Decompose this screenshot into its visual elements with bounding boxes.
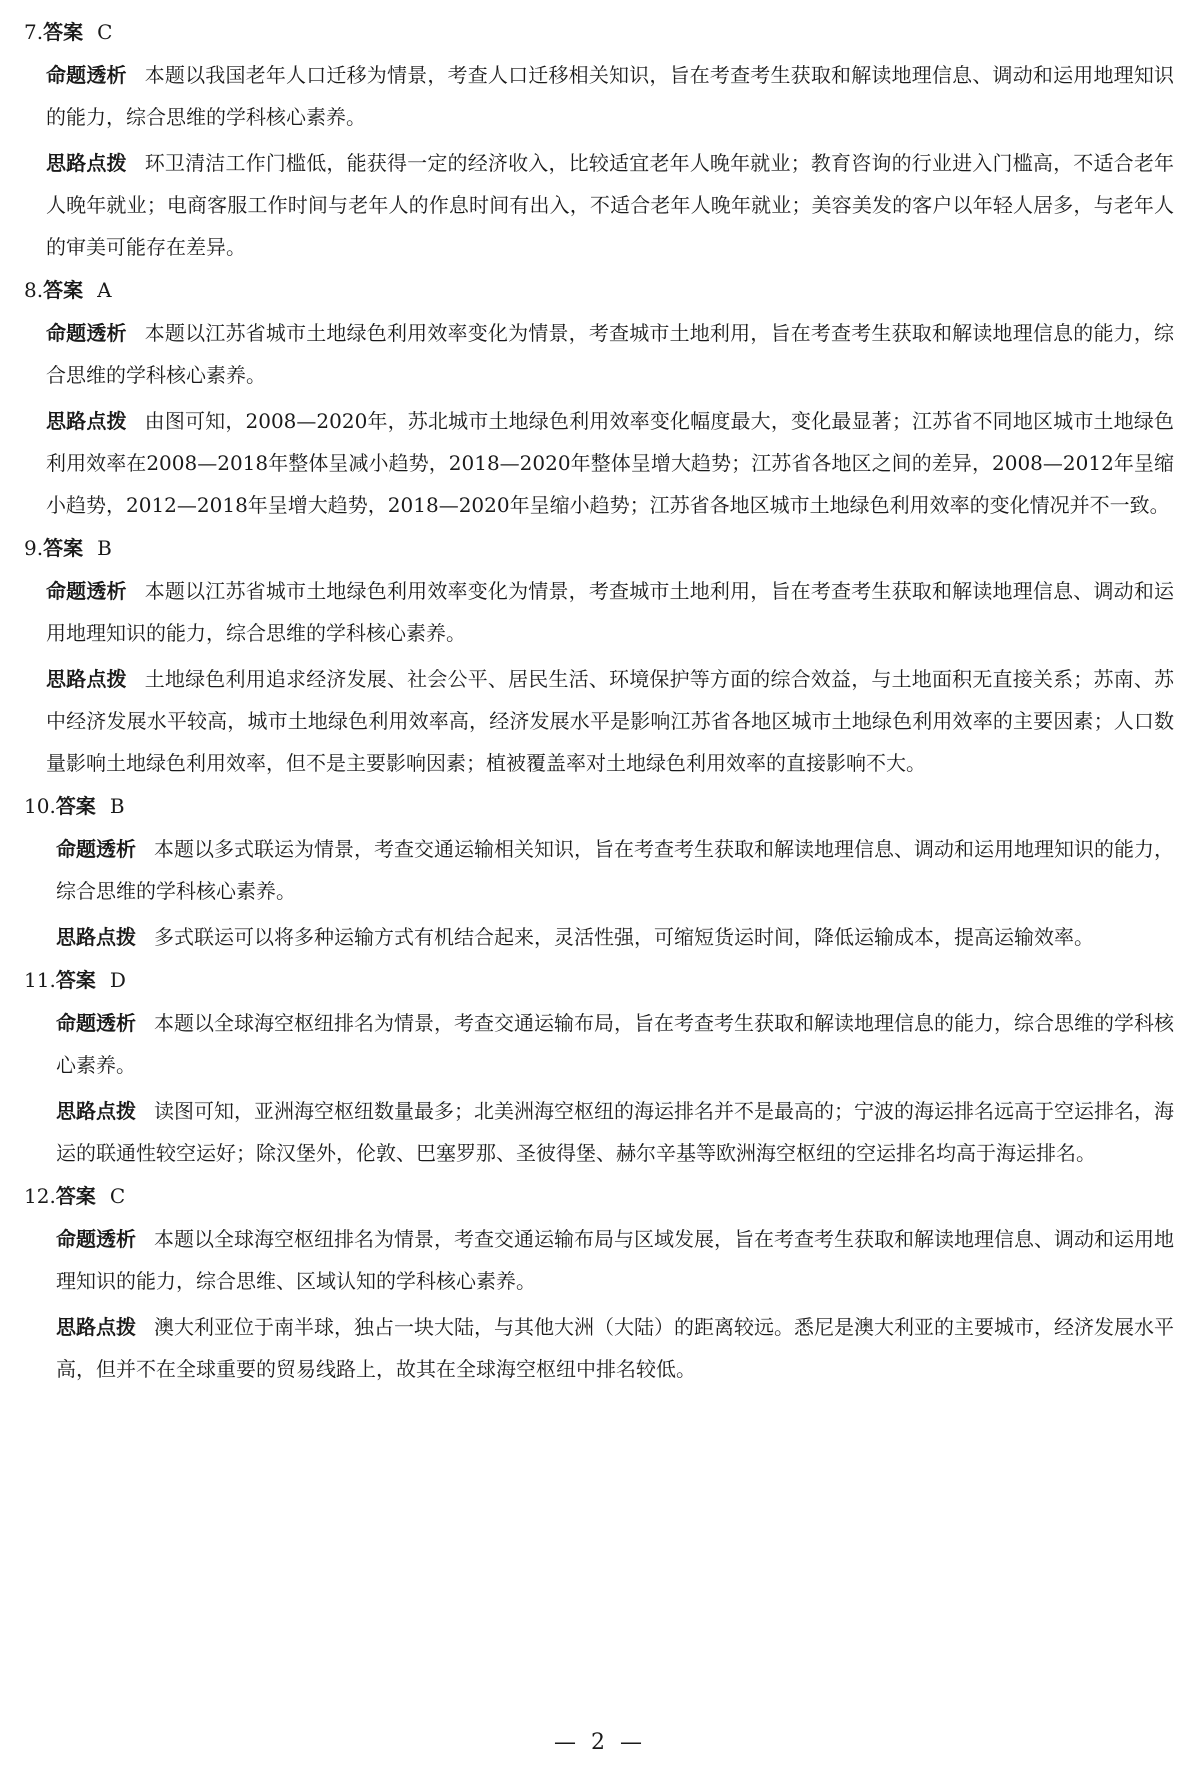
answer-label: 答案 [55, 794, 96, 818]
hint-label: 思路点拨 [56, 925, 136, 949]
hint-text: 读图可知，亚洲海空枢纽数量最多；北美洲海空枢纽的海运排名并不是最高的；宁波的海运排名远高于空运排名，海运的联通性较空运好；除汉堡外，伦敦、巴塞罗那、圣彼得堡、赫尔辛基等欧洲海空枢纽的空运排名均高于海运排名。 [56, 1099, 1174, 1165]
answer-line [24, 274, 1174, 306]
answer-value: D [109, 968, 126, 992]
intent-paragraph [56, 1002, 1174, 1086]
question-number: 12. [24, 1184, 56, 1208]
hint-paragraph [46, 658, 1174, 784]
answer-label: 答案 [43, 278, 84, 302]
answer-line [24, 790, 1174, 822]
hint-label: 思路点拨 [46, 409, 127, 433]
page-number: — 2 — [554, 1730, 646, 1755]
intent-paragraph [56, 1218, 1174, 1302]
answer-value: B [109, 794, 125, 818]
question-9 [24, 532, 1174, 784]
intent-label: 命题透析 [56, 1227, 136, 1251]
question-12 [24, 1180, 1174, 1390]
hint-paragraph [46, 400, 1174, 526]
intent-label: 命题透析 [46, 579, 127, 603]
intent-text: 本题以江苏省城市土地绿色利用效率变化为情景，考查城市土地利用，旨在考查考生获取和解读地理信息、调动和运用地理知识的能力，综合思维的学科核心素养。 [46, 579, 1175, 645]
hint-paragraph [46, 142, 1174, 268]
intent-paragraph [56, 828, 1174, 912]
question-number: 11. [24, 968, 56, 992]
question-number: 7. [24, 20, 44, 44]
answer-value: A [97, 278, 112, 302]
intent-text: 本题以全球海空枢纽排名为情景，考查交通运输布局，旨在考查考生获取和解读地理信息的能力，综合思维的学科核心素养。 [56, 1011, 1174, 1077]
hint-label: 思路点拨 [46, 667, 127, 691]
hint-label: 思路点拨 [56, 1315, 136, 1339]
intent-paragraph [46, 312, 1174, 396]
answer-value: B [97, 536, 112, 560]
answer-label: 答案 [43, 536, 84, 560]
hint-label: 思路点拨 [46, 151, 127, 175]
answer-line [24, 964, 1174, 996]
intent-text: 本题以江苏省城市土地绿色利用效率变化为情景，考查城市土地利用，旨在考查考生获取和解读地理信息的能力，综合思维的学科核心素养。 [46, 321, 1175, 387]
question-8 [24, 274, 1174, 526]
answer-label: 答案 [43, 20, 84, 44]
answer-line [24, 1180, 1174, 1212]
question-11 [24, 964, 1174, 1174]
hint-text: 多式联运可以将多种运输方式有机结合起来，灵活性强，可缩短货运时间，降低运输成本，提高运输效率。 [154, 925, 1094, 949]
hint-text: 澳大利亚位于南半球，独占一块大陆，与其他大洲（大陆）的距离较远。悉尼是澳大利亚的主要城市，经济发展水平高，但并不在全球重要的贸易线路上，故其在全球海空枢纽中排名较低。 [56, 1315, 1174, 1381]
hint-paragraph [56, 916, 1174, 958]
intent-paragraph [46, 570, 1174, 654]
answer-sheet-page [24, 16, 1174, 1394]
intent-label: 命题透析 [46, 63, 127, 87]
intent-text: 本题以全球海空枢纽排名为情景，考查交通运输布局与区域发展，旨在考查考生获取和解读地理信息、调动和运用地理知识的能力，综合思维、区域认知的学科核心素养。 [56, 1227, 1174, 1293]
intent-text: 本题以我国老年人口迁移为情景，考查人口迁移相关知识，旨在考查考生获取和解读地理信息、调动和运用地理知识的能力，综合思维的学科核心素养。 [46, 63, 1175, 129]
hint-text: 土地绿色利用追求经济发展、社会公平、居民生活、环境保护等方面的综合效益，与土地面积无直接关系；苏南、苏中经济发展水平较高，城市土地绿色利用效率高，经济发展水平是影响江苏省各地区城市土地绿色利用效率的主要因素；人口数量影响土地绿色利用效率，但不是主要影响因素；植被覆盖率对土地绿色利用效率的直接影响不大。 [46, 667, 1175, 775]
hint-text: 由图可知，2008—2020年，苏北城市土地绿色利用效率变化幅度最大，变化最显著；江苏省不同地区城市土地绿色利用效率在2008—2018年整体呈减小趋势，2018—2020年整体呈增大趋势；江苏省各地区之间的差异，2008—2012年呈缩小趋势，2012—2018年呈增大趋势，2018—2020年呈缩小趋势；江苏省各地区城市土地绿色利用效率的变化情况并不一致。 [46, 409, 1175, 517]
intent-label: 命题透析 [46, 321, 127, 345]
answer-label: 答案 [55, 1184, 96, 1208]
intent-text: 本题以多式联运为情景，考查交通运输相关知识，旨在考查考生获取和解读地理信息、调动和运用地理知识的能力，综合思维的学科核心素养。 [56, 837, 1174, 903]
question-number: 8. [24, 278, 44, 302]
hint-label: 思路点拨 [56, 1099, 136, 1123]
hint-text: 环卫清洁工作门槛低，能获得一定的经济收入，比较适宜老年人晚年就业；教育咨询的行业进入门槛高，不适合老年人晚年就业；电商客服工作时间与老年人的作息时间有出入，不适合老年人晚年就业；美容美发的客户以年轻人居多，与老年人的审美可能存在差异。 [46, 151, 1175, 259]
answer-line [24, 532, 1174, 564]
answer-value: C [97, 20, 113, 44]
intent-label: 命题透析 [56, 1011, 136, 1035]
question-7 [24, 16, 1174, 268]
hint-paragraph [56, 1090, 1174, 1174]
question-10 [24, 790, 1174, 958]
answer-value: C [109, 1184, 126, 1208]
question-number: 10. [24, 794, 56, 818]
answer-label: 答案 [55, 968, 96, 992]
question-number: 9. [24, 536, 44, 560]
intent-paragraph [46, 54, 1174, 138]
hint-paragraph [56, 1306, 1174, 1390]
answer-line [24, 16, 1174, 48]
intent-label: 命题透析 [56, 837, 136, 861]
